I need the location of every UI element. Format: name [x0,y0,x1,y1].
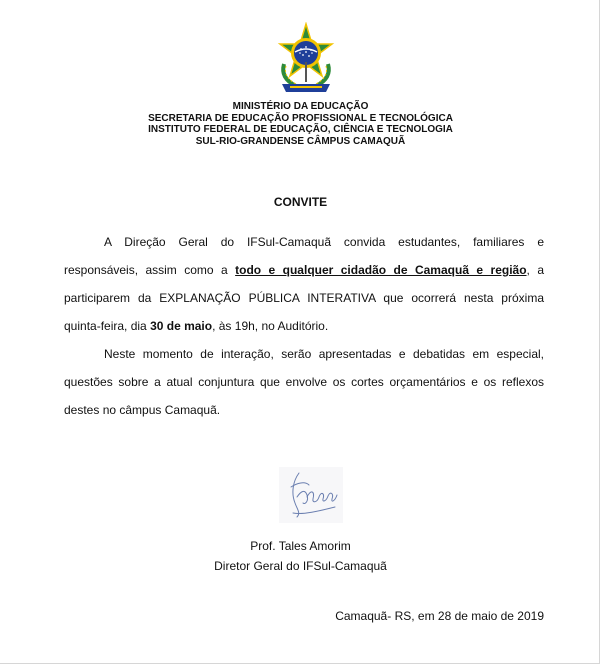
document-title: CONVITE [273,195,328,209]
paragraph-invitation [64,228,544,340]
header-line-ministry: MINISTÉRIO DA EDUCAÇÃO [232,101,369,112]
paragraph1-text-a: A Direção Geral do IFSul-Camaquã convida estudantes, familiares e responsáveis, assim como a [64,235,544,277]
place-and-date: Camaquã- RS, em 28 de maio de 2019 [335,609,544,623]
signer-role: Diretor Geral do IFSul-Camaquã [214,559,387,573]
paragraph-topics: Neste momento de interação, serão apresentadas e debatidas em especial, questões sobre a atual conjuntura que envolve os cortes orçamentários e os reflexos destes no câmpus Camaquã. [64,347,544,417]
signer-name: Prof. Tales Amorim [250,539,351,553]
paragraph1-text-c: , às 19h, no Auditório. [212,319,329,333]
paragraph1-text-b: , a participarem da EXPLANAÇÃO PÚBLICA INTERATIVA que ocorrerá nesta próxima quinta-feira, dia [64,263,544,333]
paragraph1-underlined: todo e qualquer cidadão de Camaquã e região [235,263,527,277]
paragraph1-date: 30 de maio [150,319,213,333]
handwritten-signature [279,467,343,523]
header-line-campus: SUL-RIO-GRANDENSE CÂMPUS CAMAQUÃ [195,135,406,147]
institution-header [0,101,601,147]
header-line-secretariat: SECRETARIA DE EDUCAÇÃO PROFISSIONAL E TECNOLÓGICA [148,112,453,124]
brazil-coat-of-arms-icon [272,22,340,94]
header-line-institute: INSTITUTO FEDERAL DE EDUCAÇÃO, CIÊNCIA E TECNOLOGIA [148,124,453,135]
